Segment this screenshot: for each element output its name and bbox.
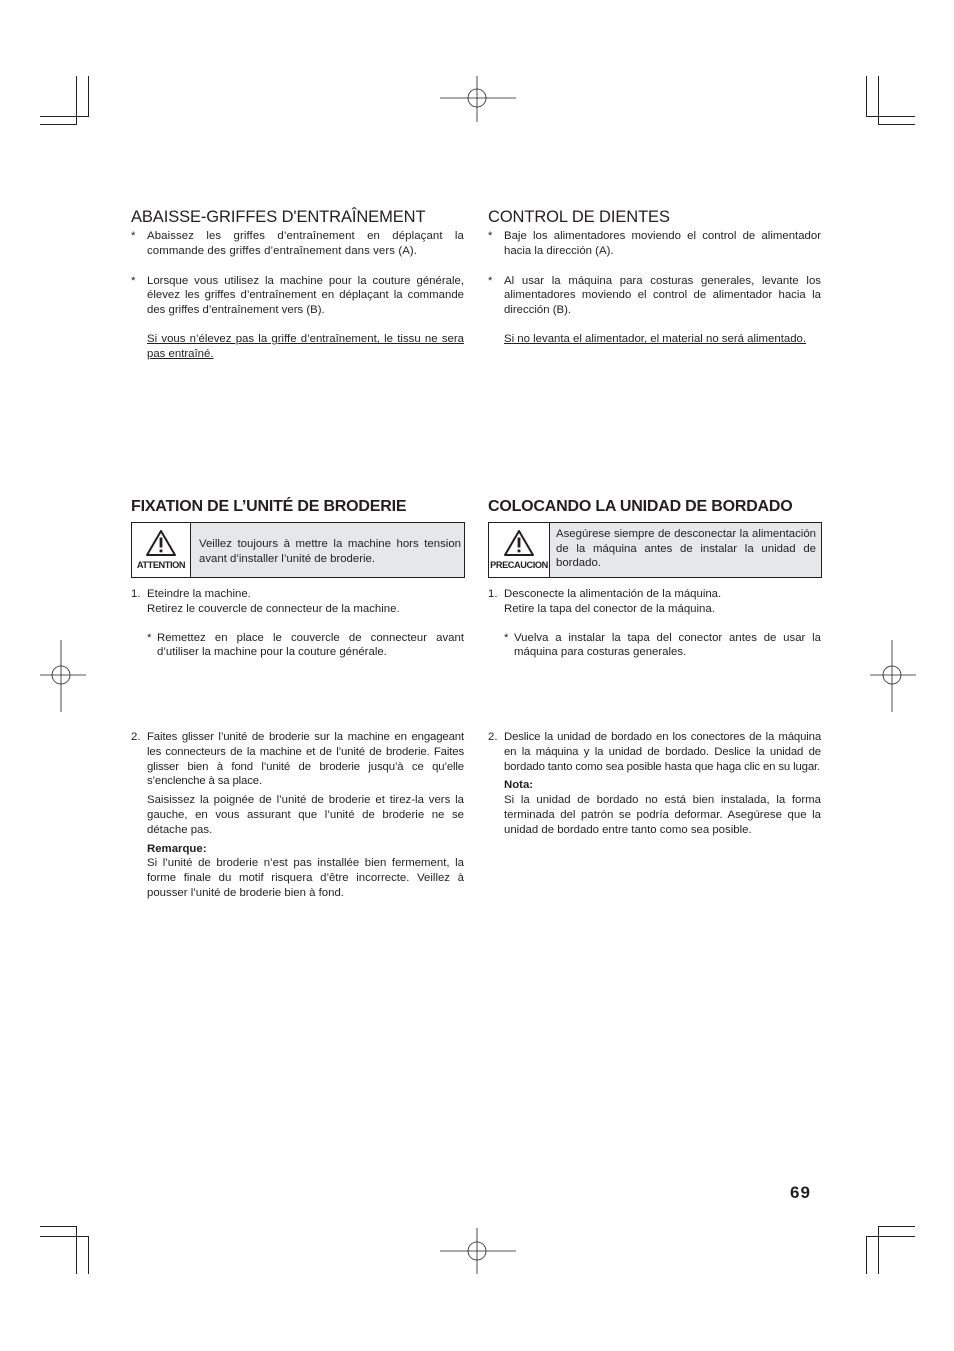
remark-title: Remarque: (147, 842, 207, 855)
list-item (488, 229, 821, 259)
list-item (488, 274, 821, 318)
warning-icon-cell (132, 523, 191, 577)
bullet-star: * (131, 230, 136, 242)
crop-mark-icon (866, 1236, 915, 1237)
bullet-star: * (488, 230, 493, 242)
warning-label: PRECAUCION (490, 560, 548, 570)
crop-mark-icon (76, 76, 77, 125)
registration-mark-icon (440, 1228, 516, 1274)
feed-note: Si no levanta el alimentador, el material no será alimentado. (504, 332, 807, 345)
warning-box (488, 522, 822, 578)
registration-mark-icon (40, 640, 86, 712)
step-text: Faites glisser l’unité de broderie sur la machine en engageant les connecteurs de la machine et de l’unité de broderie. Faites glisser bien à fond l’unité de broderie jusqu’à ce qu’elle s’enclenche à sa place. (147, 731, 464, 788)
crop-mark-icon (878, 1226, 915, 1227)
crop-mark-icon (40, 116, 89, 117)
step-line: Desconecte la alimentación de la máquina. (504, 588, 722, 600)
embroidery-step2-fr (131, 730, 464, 901)
crop-mark-icon (866, 76, 867, 117)
step-1 (488, 587, 821, 617)
note-title: Nota: (504, 779, 534, 792)
warning-box (131, 522, 465, 578)
step-2 (488, 730, 821, 838)
note-text: Remettez en place le couvercle de connecteur avant d’utiliser la machine pour la couture générale. (157, 631, 464, 659)
warning-text: Veillez toujours à mettre la machine hors tension avant d’installer l’unité de broderie. (199, 538, 461, 565)
embroidery-step2-es (488, 730, 821, 838)
list-item-text: Lorsque vous utilisez la machine pour la couture générale, élevez les griffes d’entraînement en déplaçant la commande des griffes d’entraînement vers (B). (147, 274, 464, 317)
embroidery-steps-fr (131, 587, 464, 660)
section-title: CONTROL DE DIENTES (488, 208, 670, 226)
step-number: 1. (488, 588, 498, 600)
step-number: 2. (131, 731, 141, 743)
note-text: Si la unidad de bordado no está bien instalada, la forma terminada del patrón se podría deformar. Asegúrese que la unidad de bordado entre tanto como sea posible. (504, 794, 821, 836)
step-text: Saisissez la poignée de l’unité de broderie et tirez-la vers la gauche, en vous assurant que l’unité de broderie ne se détache pas. (147, 794, 464, 836)
warning-text: Asegúrese siempre de desconectar la alimentación de la máquina antes de instalar la unidad de bordado. (556, 528, 816, 570)
crop-mark-icon (76, 1226, 77, 1274)
remark-text: Si l’unité de broderie n’est pas installée bien fermement, la forme finale du motif risquera d’être incorrecte. Veillez à pousser l’unité de broderie bien à fond. (147, 857, 464, 899)
crop-mark-icon (878, 124, 915, 125)
list-item (131, 274, 464, 318)
bullet-star: * (504, 631, 509, 644)
registration-mark-icon (870, 640, 916, 712)
section-title: FIXATION DE L’UNITÉ DE BRODERIE (131, 498, 407, 515)
feed-note: Si vous n’élevez pas la griffe d’entraînement, le tissu ne sera pas entraîné. (147, 332, 464, 360)
bullet-star: * (147, 631, 152, 644)
note-text: Vuelva a instalar la tapa del conector antes de usar la máquina para costuras generales. (514, 631, 821, 659)
warning-triangle-icon (145, 529, 177, 557)
step-number: 1. (131, 588, 141, 600)
step-1-note (488, 631, 821, 661)
feed-dog-section-es (488, 207, 821, 347)
warning-label: ATTENTION (136, 560, 186, 570)
crop-mark-icon (878, 76, 879, 125)
crop-mark-icon (40, 124, 77, 125)
step-1 (131, 587, 464, 617)
crop-mark-icon (866, 1236, 867, 1274)
embroidery-steps-es (488, 587, 821, 660)
warning-icon-cell (489, 523, 550, 577)
step-2 (131, 730, 464, 901)
list-item-text: Baje los alimentadores moviendo el control de alimentador hacia la dirección (A). (504, 230, 821, 257)
list-item-text: Al usar la máquina para costuras generales, levante los alimentadores moviendo el control de alimentador hacia la dirección (B). (504, 274, 821, 317)
crop-mark-icon (40, 1226, 77, 1227)
step-line: Retirez le couvercle de connecteur de la machine. (147, 602, 400, 615)
step-text: Deslice la unidad de bordado en los conectores de la máquina en la máquina y la unidad de bordado. Deslice la unidad de bordado tanto como sea posible hasta que haga clic en su lugar. (504, 731, 821, 773)
crop-mark-icon (88, 76, 89, 117)
step-1-note (131, 631, 464, 661)
crop-mark-icon (40, 1236, 89, 1237)
list-item-text: Abaissez les griffes d’entraînement en déplaçant la commande des griffes d’entraînement dans vers (A). (147, 230, 464, 257)
step-line: Retire la tapa del conector de la máquina. (504, 602, 715, 615)
feed-dog-section-fr (131, 207, 464, 362)
list-item (131, 229, 464, 259)
warning-triangle-icon (503, 529, 535, 557)
bullet-star: * (131, 274, 136, 287)
bullet-star: * (488, 274, 493, 287)
step-line: Eteindre la machine. (147, 588, 251, 600)
registration-mark-icon (440, 76, 516, 122)
page-number: 69 (790, 1183, 811, 1202)
crop-mark-icon (88, 1236, 89, 1274)
section-title: ABAISSE-GRIFFES D'ENTRAÎNEMENT (131, 208, 426, 226)
section-title: COLOCANDO LA UNIDAD DE BORDADO (488, 498, 793, 515)
crop-mark-icon (878, 1226, 879, 1274)
step-number: 2. (488, 731, 498, 743)
crop-mark-icon (866, 116, 915, 117)
